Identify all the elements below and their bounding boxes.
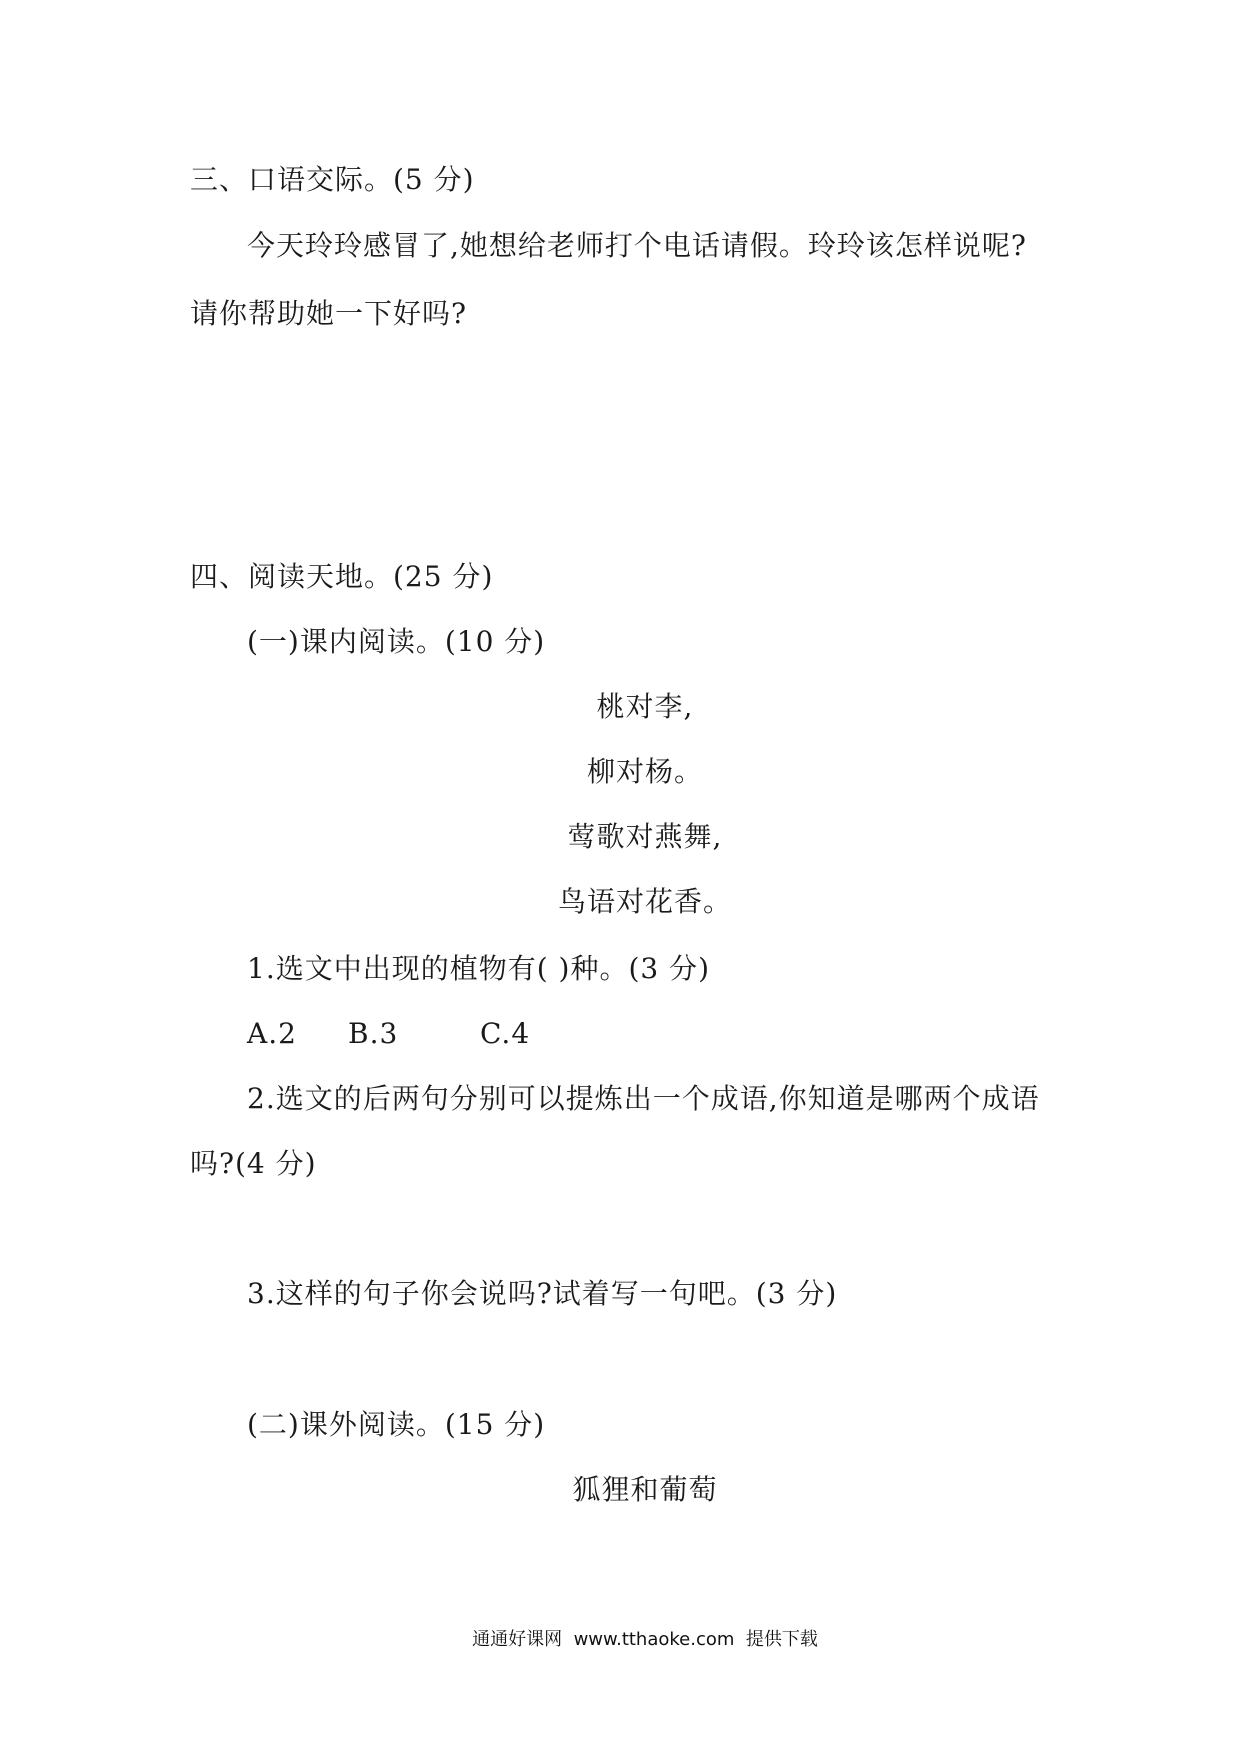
poem-line-3: 莺歌对燕舞, — [567, 820, 723, 853]
part-1-heading: (一)课内阅读。(10 分) — [247, 625, 546, 658]
question-1-option-a: A.2 — [247, 1017, 297, 1050]
section-3-prompt-line-2: 请你帮助她一下好吗? — [190, 297, 468, 330]
question-2-line-1: 2.选文的后两句分别可以提炼出一个成语,你知道是哪两个成语 — [247, 1082, 1040, 1115]
question-3: 3.这样的句子你会说吗?试着写一句吧。(3 分) — [247, 1277, 838, 1310]
section-4-heading: 四、阅读天地。(25 分) — [190, 560, 494, 593]
poem-line-1: 桃对李, — [596, 690, 694, 723]
passage-title: 狐狸和葡萄 — [572, 1473, 718, 1506]
question-1-option-b: B.3 — [348, 1017, 399, 1050]
part-2-heading: (二)课外阅读。(15 分) — [247, 1408, 546, 1441]
download-footer: 通通好课网 www.tthaoke.com 提供下载 — [472, 1629, 818, 1650]
question-1-option-c: C.4 — [480, 1017, 531, 1050]
question-2-line-2: 吗?(4 分) — [190, 1147, 317, 1180]
section-3-prompt-line-1: 今天玲玲感冒了,她想给老师打个电话请假。玲玲该怎样说呢? — [247, 229, 1027, 262]
section-3-heading: 三、口语交际。(5 分) — [190, 163, 475, 196]
poem-line-4: 鸟语对花香。 — [557, 885, 732, 918]
poem-line-2: 柳对杨。 — [586, 755, 703, 788]
question-1: 1.选文中出现的植物有( )种。(3 分) — [247, 952, 711, 985]
